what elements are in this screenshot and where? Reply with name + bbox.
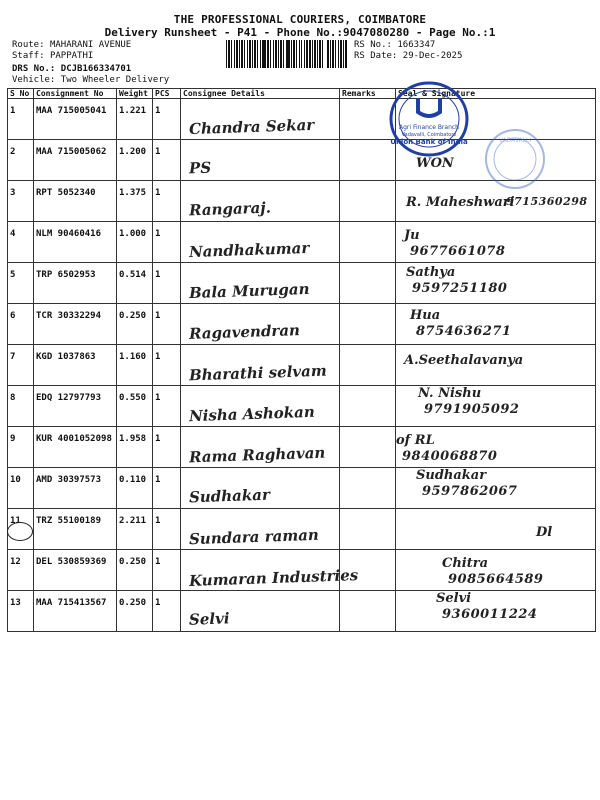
row-consignment-no: DEL 530859369 [34,550,117,591]
handwritten-consignee-name: Rangaraj. [188,198,272,220]
row-consignment-no: MAA 715005062 [34,140,117,181]
rs-date-value: 29-Dec-2025 [402,51,463,61]
row-consignee-details [181,99,340,140]
row-consignment-no: KUR 4001052098 [34,427,117,468]
stamp2-line: VADAVALLI [498,137,532,144]
row-sno: 13 [8,591,34,632]
route-line [12,40,131,50]
col-sno: S No [8,89,34,99]
row-consignment-no: KGD 1037863 [34,345,117,386]
handwritten-phone-number: 9715360298 [506,195,588,208]
staff-value: PAPPATHI [49,51,94,61]
row-weight: 0.550 [117,386,153,427]
runsheet-subtitle: Delivery Runsheet - P41 - Phone No.:9047080280 - Page No.:1 [104,26,496,39]
handwritten-signature: Hua [410,308,441,323]
row-consignee-details [181,222,340,263]
row-pcs: 1 [153,427,181,468]
handwritten-signature: Selvi [436,591,472,606]
row-seal-signature [396,345,596,386]
col-pcs: PCS [153,89,181,99]
row-pcs: 1 [153,386,181,427]
handwritten-consignee-name: Sundara raman [188,525,320,549]
drs-label: DRS No.: [12,64,56,74]
row-pcs: 1 [153,550,181,591]
row-consignment-no: AMD 30397573 [34,468,117,509]
table-row [8,386,596,427]
drs-value: DCJB166334701 [60,64,132,74]
row-weight: 1.200 [117,140,153,181]
table-row [8,304,596,345]
row-seal-signature [396,304,596,345]
row-remarks [340,345,396,386]
row-sno: 3 [8,181,34,222]
row-seal-signature [396,427,596,468]
row-seal-signature [396,509,596,550]
table-row [8,427,596,468]
row-remarks [340,263,396,304]
handwritten-signature: Sathya [406,265,456,280]
row-consignee-details [181,345,340,386]
row-sno: 5 [8,263,34,304]
row-consignee-details [181,181,340,222]
row-consignee-details [181,468,340,509]
row-weight: 1.375 [117,181,153,222]
barcode-overlay [226,40,348,68]
row-sno: 12 [8,550,34,591]
table-row [8,222,596,263]
row-consignment-no: MAA 715005041 [34,99,117,140]
row-seal-signature [396,550,596,591]
stamp-line1: Agri Finance Branch [399,124,459,131]
row-weight: 0.110 [117,468,153,509]
handwritten-consignee-name: Bala Murugan [188,279,310,303]
row-sno: 1 [8,99,34,140]
row-seal-signature [396,386,596,427]
rs-no-line [354,40,435,50]
row-sno: 9 [8,427,34,468]
table-row [8,591,596,632]
table-row [8,345,596,386]
handwritten-phone-number: 9085664589 [448,572,544,587]
row-remarks [340,222,396,263]
route-label: Route: [12,40,45,50]
handwritten-phone-number: 9791905092 [424,402,520,417]
handwritten-consignee-name: Ragavendran [188,321,301,343]
handwritten-phone-number: 9597862067 [422,484,518,499]
rs-no-value: 1663347 [397,40,436,50]
row-consignee-details [181,591,340,632]
row-sno: 10 [8,468,34,509]
handwritten-signature: of RL [396,433,435,448]
handwritten-consignee-name: Sudhakar [188,485,271,507]
handwritten-phone-number: 9840068870 [402,449,498,464]
handwritten-phone-number: 8754636271 [416,324,512,339]
vehicle-label: Vehicle: [12,75,56,85]
stamp-line2: Vadavalli, Coimbatore [401,132,457,138]
row-remarks [340,181,396,222]
col-remarks: Remarks [340,89,396,99]
handwritten-consignee-name: PS [188,158,212,178]
row-consignment-no: TCR 30332294 [34,304,117,345]
table-row [8,509,596,550]
row-seal-signature [396,222,596,263]
row-consignee-details [181,263,340,304]
row-sno: 4 [8,222,34,263]
route-value: MAHARANI AVENUE [49,40,132,50]
row-consignee-details [181,304,340,345]
col-seal: Seal & Signature [396,89,596,99]
row-seal-signature [396,468,596,509]
row-weight: 0.514 [117,263,153,304]
table-row [8,550,596,591]
handwritten-signature: Chitra [442,556,489,571]
handwritten-consignee-name: Rama Raghavan [188,443,326,467]
row-consignee-details [181,140,340,181]
handwritten-signature: N. Nishu [418,386,482,401]
rs-date-label: RS Date: [354,51,398,61]
row-pcs: 1 [153,591,181,632]
row-weight: 1.221 [117,99,153,140]
row-pcs: 1 [153,304,181,345]
row-remarks [340,304,396,345]
row-consignee-details [181,427,340,468]
col-weight: Weight [117,89,153,99]
row-sno: 11 [8,509,34,550]
row-seal-signature [396,591,596,632]
handwritten-consignee-name: Bharathi selvam [188,361,327,385]
faded-round-stamp [484,128,546,190]
row-remarks [340,509,396,550]
rs-no-label: RS No.: [354,40,392,50]
row-weight: 1.958 [117,427,153,468]
row-weight: 2.211 [117,509,153,550]
row-sno: 6 [8,304,34,345]
row-pcs: 1 [153,222,181,263]
staff-line [12,51,93,61]
handwritten-consignee-name: Nisha Ashokan [188,402,315,426]
handwritten-signature: Dl [536,525,553,540]
table-header-row [8,89,596,99]
row-weight: 1.000 [117,222,153,263]
row-pcs: 1 [153,468,181,509]
col-consignment: Consignment No [34,89,117,99]
row-consignment-no: EDQ 12797793 [34,386,117,427]
row-pcs: 1 [153,140,181,181]
bank-stamp [388,80,470,158]
handwritten-consignee-name: Nandhakumar [188,238,310,262]
handwritten-signature: WON [416,156,454,171]
row-consignee-details [181,509,340,550]
row-weight: 0.250 [117,304,153,345]
row-pcs: 1 [153,509,181,550]
row-consignment-no: MAA 715413567 [34,591,117,632]
handwritten-consignee-name: Selvi [188,609,230,629]
staff-label: Staff: [12,51,45,61]
col-details: Consignee Details [181,89,340,99]
handwritten-consignee-name: Kumaran Industries [188,566,359,590]
row-pcs: 1 [153,345,181,386]
row-remarks [340,591,396,632]
row-consignee-details [181,386,340,427]
row-remarks [340,427,396,468]
handwritten-signature: Sudhakar [416,468,487,483]
row-consignment-no: NLM 90460416 [34,222,117,263]
row-remarks [340,386,396,427]
row-remarks [340,468,396,509]
row-consignment-no: TRZ 55100189 [34,509,117,550]
rs-date-line [354,51,462,61]
handwritten-phone-number: 9360011224 [442,607,538,622]
row-consignment-no: RPT 5052340 [34,181,117,222]
drs-line [12,64,131,74]
row-pcs: 1 [153,263,181,304]
row-weight: 1.160 [117,345,153,386]
handwritten-signature: A.Seethalavanya [404,353,524,368]
row-weight: 0.250 [117,591,153,632]
vehicle-line [12,75,169,85]
handwritten-phone-number: 9597251180 [412,281,508,296]
row-sno: 2 [8,140,34,181]
company-title: THE PROFESSIONAL COURIERS, COIMBATORE [173,13,427,26]
handwritten-signature: Ju [404,228,420,243]
stamp-line3: Union Bank of India [390,138,468,146]
handwritten-signature: R. Maheshwari [406,195,515,210]
row-pcs: 1 [153,99,181,140]
handwritten-phone-number: 9677661078 [410,244,506,259]
row-weight: 0.250 [117,550,153,591]
vehicle-value: Two Wheeler Delivery [60,75,170,85]
row-seal-signature [396,263,596,304]
table-row [8,468,596,509]
row-11-circle-mark [7,522,33,541]
row-consignee-details [181,550,359,591]
row-pcs: 1 [153,181,181,222]
row-sno: 8 [8,386,34,427]
table-row [8,263,596,304]
row-consignment-no: TRP 6502953 [34,263,117,304]
row-sno: 7 [8,345,34,386]
handwritten-consignee-name: Chandra Sekar [188,115,315,139]
